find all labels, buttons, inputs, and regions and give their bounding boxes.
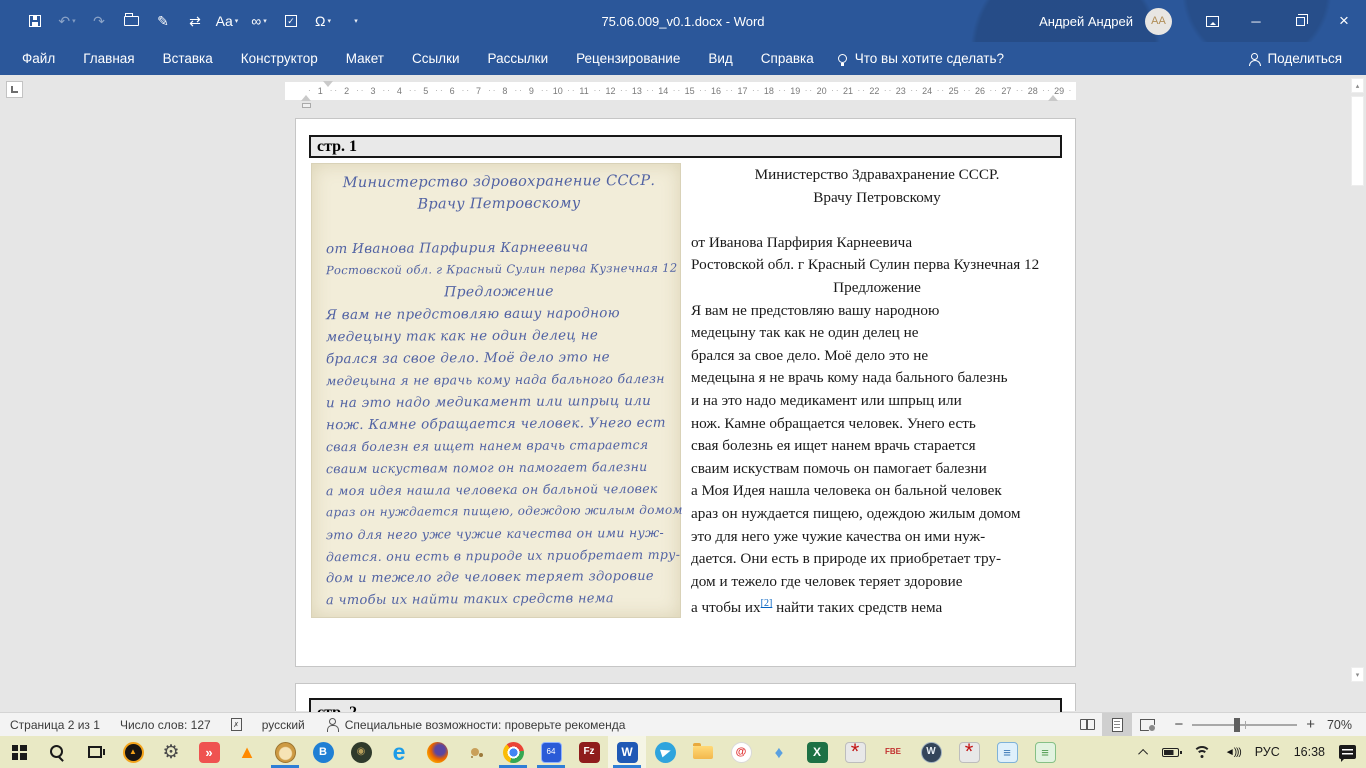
handwriting-line: Министерство здровохранение СССР. [342,172,656,192]
ribbon-display-icon [1206,16,1219,27]
transcription-line: свая болезнь ея ищет нанем врачь старается [691,437,976,455]
red-utility-app[interactable] [190,736,228,768]
task-view-button-icon [88,746,102,758]
vlc-player-icon: ▲ [238,742,256,762]
first-line-indent-marker[interactable] [323,81,333,87]
system-tray [1141,736,1366,768]
avatar[interactable]: АА [1145,8,1172,35]
file-explorer-icon [693,746,713,759]
handwriting-line: нож. Камне обращается человек. Унего ест [325,414,666,434]
firefox-browser-icon [427,742,448,763]
spiral-app-icon: @ [731,742,752,763]
notepad-green-app[interactable] [1026,736,1064,768]
notepad-blue-app-icon: ≡ [997,742,1018,763]
zoom-slider-thumb[interactable] [1234,718,1240,732]
ruler-number: · 15 · [676,82,702,100]
open-button[interactable] [118,8,144,34]
ruler-number: · 25 · [940,82,966,100]
crystals-app[interactable] [760,736,798,768]
change-case-button[interactable] [214,8,240,34]
search-button-icon [49,744,65,760]
zoom-slider-tick [1245,721,1246,729]
handwriting-line: а моя идея нашла человека он бальной человек [325,480,658,499]
vertical-scrollbar[interactable] [1351,78,1364,708]
person-icon [1248,53,1260,65]
page-1 [295,118,1076,667]
horizontal-ruler[interactable] [285,82,1076,100]
start-button-icon [12,745,27,760]
quick-access-toolbar [0,8,368,34]
speaker-icon[interactable]: ◄))) [1224,746,1241,758]
handwriting-line: Я вам не предстовляю вашу народною [325,305,620,324]
language-indicator[interactable]: русский [261,717,305,732]
handwriting-line: брался за свое дело. Моё дело это не [325,349,610,368]
transcription-line: дом и тежело где человек теряет здоровие [691,572,963,590]
notepad-green-app-icon: ≡ [1035,742,1056,763]
handwriting-line: от Иванова Парфирия Карнеевича [325,239,589,258]
accessibility-icon [325,718,339,732]
document-area [0,75,1366,712]
transcription-line: и на это надо медикамент или шпрыц или [691,391,962,409]
ruler-number: · 9 · [518,82,544,100]
caret-icon: ▾ [263,18,267,25]
left-indent-marker[interactable] [302,103,311,108]
ruler-number: · 14 · [650,82,676,100]
transcription-line: это для него уже чужие качества он ими нуж- [691,527,986,545]
scroll-down-button[interactable]: ▾ [1351,667,1364,682]
undo-button[interactable] [54,8,80,34]
edge-browser-icon: e [392,738,406,765]
red-utility-app-icon: » [199,742,220,763]
ruler-number: · 12 · [597,82,623,100]
checkbox-button[interactable] [278,8,304,34]
restore-icon [1296,17,1305,26]
change-case-icon: Aa [215,13,233,29]
excel-app[interactable] [798,736,836,768]
ribbon-tab-7[interactable]: Рецензирование [576,51,681,66]
ruler-number: · 16 · [703,82,729,100]
ruler-number: · 3 · [360,82,386,100]
ruler-number: · 24 · [914,82,940,100]
crystals-app-icon: ♦ [774,742,784,762]
tell-me-box[interactable] [838,51,1004,66]
accessibility-status[interactable] [315,718,636,732]
transcription-line: а Моя Идея нашла человека он бальной человек [691,482,1002,500]
handwriting-line: а чтобы их найти таких средств нема [325,591,614,609]
chevron-down-icon: ▾ [354,18,358,25]
ruler-number: · 13 · [624,82,650,100]
share-button[interactable] [1248,51,1366,66]
aimp-player-icon: ▲ [123,742,144,763]
tell-me-label: Что вы хотите сделать? [854,51,1005,66]
proofing-status[interactable] [221,718,252,731]
dark-orb-app-icon: ◉ [351,742,372,763]
customize-qat-button[interactable] [342,8,368,34]
excel-app-icon: X [807,742,828,763]
pencil-icon: ✎ [157,12,169,29]
ribbon-tab-1[interactable]: Главная [83,51,135,66]
word-count[interactable]: Число слов: 127 [119,717,211,732]
transcription-line: Врачу Петровскому [813,188,941,206]
zoom-in-button[interactable]: + [1306,716,1315,733]
transcription-line: дается. Они есть в природе их приобретает тру- [691,550,1002,568]
save-as-button[interactable] [150,8,176,34]
ruler-number: · 26 · [967,82,993,100]
status-bar [0,712,1366,736]
start-button[interactable] [0,736,38,768]
ruler-number: · 10 · [545,82,571,100]
ruler-number: · 21 · [835,82,861,100]
switch-icon: ⇄ [189,12,201,29]
ruler-number: · 2 · [333,82,359,100]
page1-header-cell[interactable]: стр. 1 [309,135,1062,158]
accessibility-label: Специальные возможности: проверьте рекоменда [344,717,626,732]
redo-icon: ↷ [93,12,105,29]
ribbon-tab-8[interactable]: Вид [708,51,733,66]
transcription-line: Министерство Здравахранение СССР. [754,166,1000,183]
transcription-line: а чтобы их[2] найти таких средств нема [691,598,943,617]
close-button[interactable]: × [1339,11,1349,30]
infinity-icon: ∞ [251,13,262,29]
print-layout-icon [1112,718,1123,732]
ruler-number: · 23 · [888,82,914,100]
proofing-icon: ✗ [231,718,242,731]
edge-browser[interactable] [380,736,418,768]
w-orb-app-icon: W [921,742,942,763]
handwriting-line: сваим искуствам помог он памогает балезни [325,458,648,477]
zoom-slider[interactable] [1192,724,1297,726]
word-app[interactable] [608,736,646,768]
save-button[interactable] [22,8,48,34]
fbe-app-icon: FBE [885,747,901,756]
transcription-text[interactable] [691,164,1063,616]
handwriting-line: медецына я не врачь кому нада бального балезн [325,370,665,389]
zoom-level[interactable]: 70% [1326,717,1352,732]
account-name[interactable]: Андрей Андрей [1039,13,1133,29]
tab-stop-selector[interactable] [6,81,23,98]
spiral-app[interactable] [722,736,760,768]
zoom-control [1162,716,1327,733]
ruler-number: · 29 · [1046,82,1072,100]
lightbulb-icon [838,54,847,63]
caret-icon: ▾ [234,18,239,25]
page-2 [295,683,1076,711]
hanging-indent-marker[interactable] [301,95,311,101]
ruler-number: · 19 · [782,82,808,100]
taskbar [0,736,1366,768]
tray-expand-chevron-icon[interactable] [1138,748,1148,758]
keyboard-language[interactable]: РУС [1254,745,1280,759]
firefox-browser[interactable] [418,736,456,768]
web-layout-icon [1140,719,1155,731]
ribbon-tab-2[interactable]: Вставка [162,51,213,66]
read-mode-icon [1080,719,1095,730]
ruler-number: · 8 · [492,82,518,100]
handwriting-line: свая болезн ея ищет нанем врачь старается [325,436,649,455]
aimp-player[interactable] [114,736,152,768]
right-indent-marker[interactable] [1048,95,1058,101]
ruler-number: · 4 · [386,82,412,100]
minimize-button[interactable]: ─ [1251,13,1261,29]
battery-icon[interactable] [1162,748,1179,757]
handwritten-letter-image[interactable] [311,163,681,618]
chrome-browser-icon [503,742,524,763]
share-label: Поделиться [1267,51,1342,66]
clock[interactable]: 16:38 [1293,745,1325,759]
wifi-icon[interactable] [1193,746,1211,759]
caret-icon: ▾ [327,18,331,25]
ruler-number: · 28 · [1020,82,1046,100]
ribbon-tab-0[interactable]: Файл [22,51,56,66]
task-view-button[interactable] [76,736,114,768]
undo-icon: ↶ [58,12,71,29]
ruler-number: · 11 · [571,82,597,100]
transcription-line [691,209,1063,232]
settings-gear[interactable] [152,736,190,768]
handwriting-line: и на это надо медикамент или шпрыц или [325,392,652,412]
ribbon-tab-3[interactable]: Конструктор [240,51,318,66]
footnote-reference[interactable]: [2] [760,598,773,610]
ruler-number: · 5 · [413,82,439,100]
handwriting-line: дается. они есть в природе их приобретает тру- [325,546,681,565]
restore-button[interactable] [1278,0,1322,42]
caret-icon: ▾ [72,18,76,25]
ribbon-tab-4[interactable]: Макет [345,51,384,66]
ruler-number: · 17 · [729,82,755,100]
print-layout-button[interactable] [1102,713,1132,736]
web-layout-button[interactable] [1132,713,1162,736]
fraps-64-app-icon: 64 [541,742,562,763]
filezilla-icon: Fz [579,742,600,763]
scroll-up-button[interactable]: ▴ [1351,78,1364,93]
search-button[interactable] [38,736,76,768]
ribbon-tab-row [0,42,1366,75]
telegram-icon [655,742,676,763]
handwriting-line: дом и тежело где человек теряет здоровие [325,568,654,587]
file-explorer[interactable] [684,736,722,768]
hamster-app[interactable] [266,736,304,768]
ribbon-tab-5[interactable]: Ссылки [411,51,460,66]
zoom-out-button[interactable]: − [1174,716,1184,733]
settings-gear-icon: ⚙ [162,741,180,763]
transcription-line: сваим искуствам помочь он памогает балезни [691,459,987,477]
transcription-line: брался за свое дело. Моё дело это не [691,346,929,364]
ruler-number: · 1 · [307,82,333,100]
red-pixel-app-2[interactable] [950,736,988,768]
chrome-browser[interactable] [494,736,532,768]
ruler-number: · 22 · [861,82,887,100]
red-pixel-app[interactable] [836,736,874,768]
symbol-button[interactable] [310,8,336,34]
bluetooth[interactable] [304,736,342,768]
window-title: 75.06.009_v0.1.docx - Word [601,13,765,29]
game-sprite-app-icon [471,748,479,756]
handwriting-line [326,217,672,241]
transcription-line: Я вам не предстовляю вашу народною [691,301,940,319]
transcription-line: араз он нуждается пищею, одеждою жилым домом [691,504,1021,522]
handwriting-line: Предложение [444,283,554,301]
save-icon [29,15,41,27]
handwriting-line: это для него уже чужие качества он ими нуж- [325,524,665,543]
fbe-app[interactable] [874,736,912,768]
ruler-number: · 6 · [439,82,465,100]
fraps-64-app[interactable] [532,736,570,768]
omega-icon: Ω [315,13,326,29]
transcription-line: Ростовской обл. г Красный Сулин перва Кузнечная 12 [691,256,1040,274]
title-bar [0,0,1366,42]
ribbon-tab-6[interactable]: Рассылки [487,51,549,66]
handwriting-line: араз он нуждается пищею, одеждою жилым домом [325,502,683,520]
page-indicator[interactable]: Страница 2 из 1 [10,717,100,732]
action-center-icon[interactable] [1339,745,1356,759]
switch-windows-button[interactable] [182,8,208,34]
w-orb-app[interactable] [912,736,950,768]
ruler-number: · 27 · [993,82,1019,100]
transcription-line: медецына я не врачь кому нада бального балезнь [691,369,1008,387]
telegram[interactable] [646,736,684,768]
open-folder-icon [124,16,139,26]
tab-stop-icon [11,86,18,93]
filezilla[interactable] [570,736,608,768]
checkbox-icon: ✓ [285,15,297,27]
red-pixel-app-icon: * [845,742,866,763]
transcription-line: нож. Камне обращается человек. Унего есть [691,414,976,432]
ribbon-display-options-button[interactable] [1190,0,1234,42]
vlc-player[interactable] [228,736,266,768]
dark-orb-app[interactable] [342,736,380,768]
game-sprite-app[interactable] [456,736,494,768]
transcription-line: от Иванова Парфирия Карнеевича [691,233,913,251]
handwriting-line: Ростовской обл. г Красный Сулин перва Кузнечная 12 [325,260,678,278]
word-app-icon: W [617,742,638,763]
notepad-blue-app[interactable] [988,736,1026,768]
ruler-number: · 18 · [756,82,782,100]
ruler-number: · 7 · [465,82,491,100]
handwriting-line: медецыну так как не один делец не [325,327,599,346]
bluetooth-icon: B [313,742,334,763]
ruler-number: · 20 · [808,82,834,100]
ribbon-tab-9[interactable]: Справка [760,51,814,66]
red-pixel-app-2-icon: * [959,742,980,763]
read-mode-button[interactable] [1072,713,1102,736]
hamster-app-icon [275,742,296,763]
transcription-line: Предложение [833,278,921,296]
handwriting-line: Врачу Петровскому [417,195,581,213]
transcription-line: медецыну так как не один делец не [691,324,919,342]
scrollbar-thumb[interactable] [1351,96,1364,186]
infinity-button[interactable] [246,8,272,34]
redo-button[interactable] [86,8,112,34]
